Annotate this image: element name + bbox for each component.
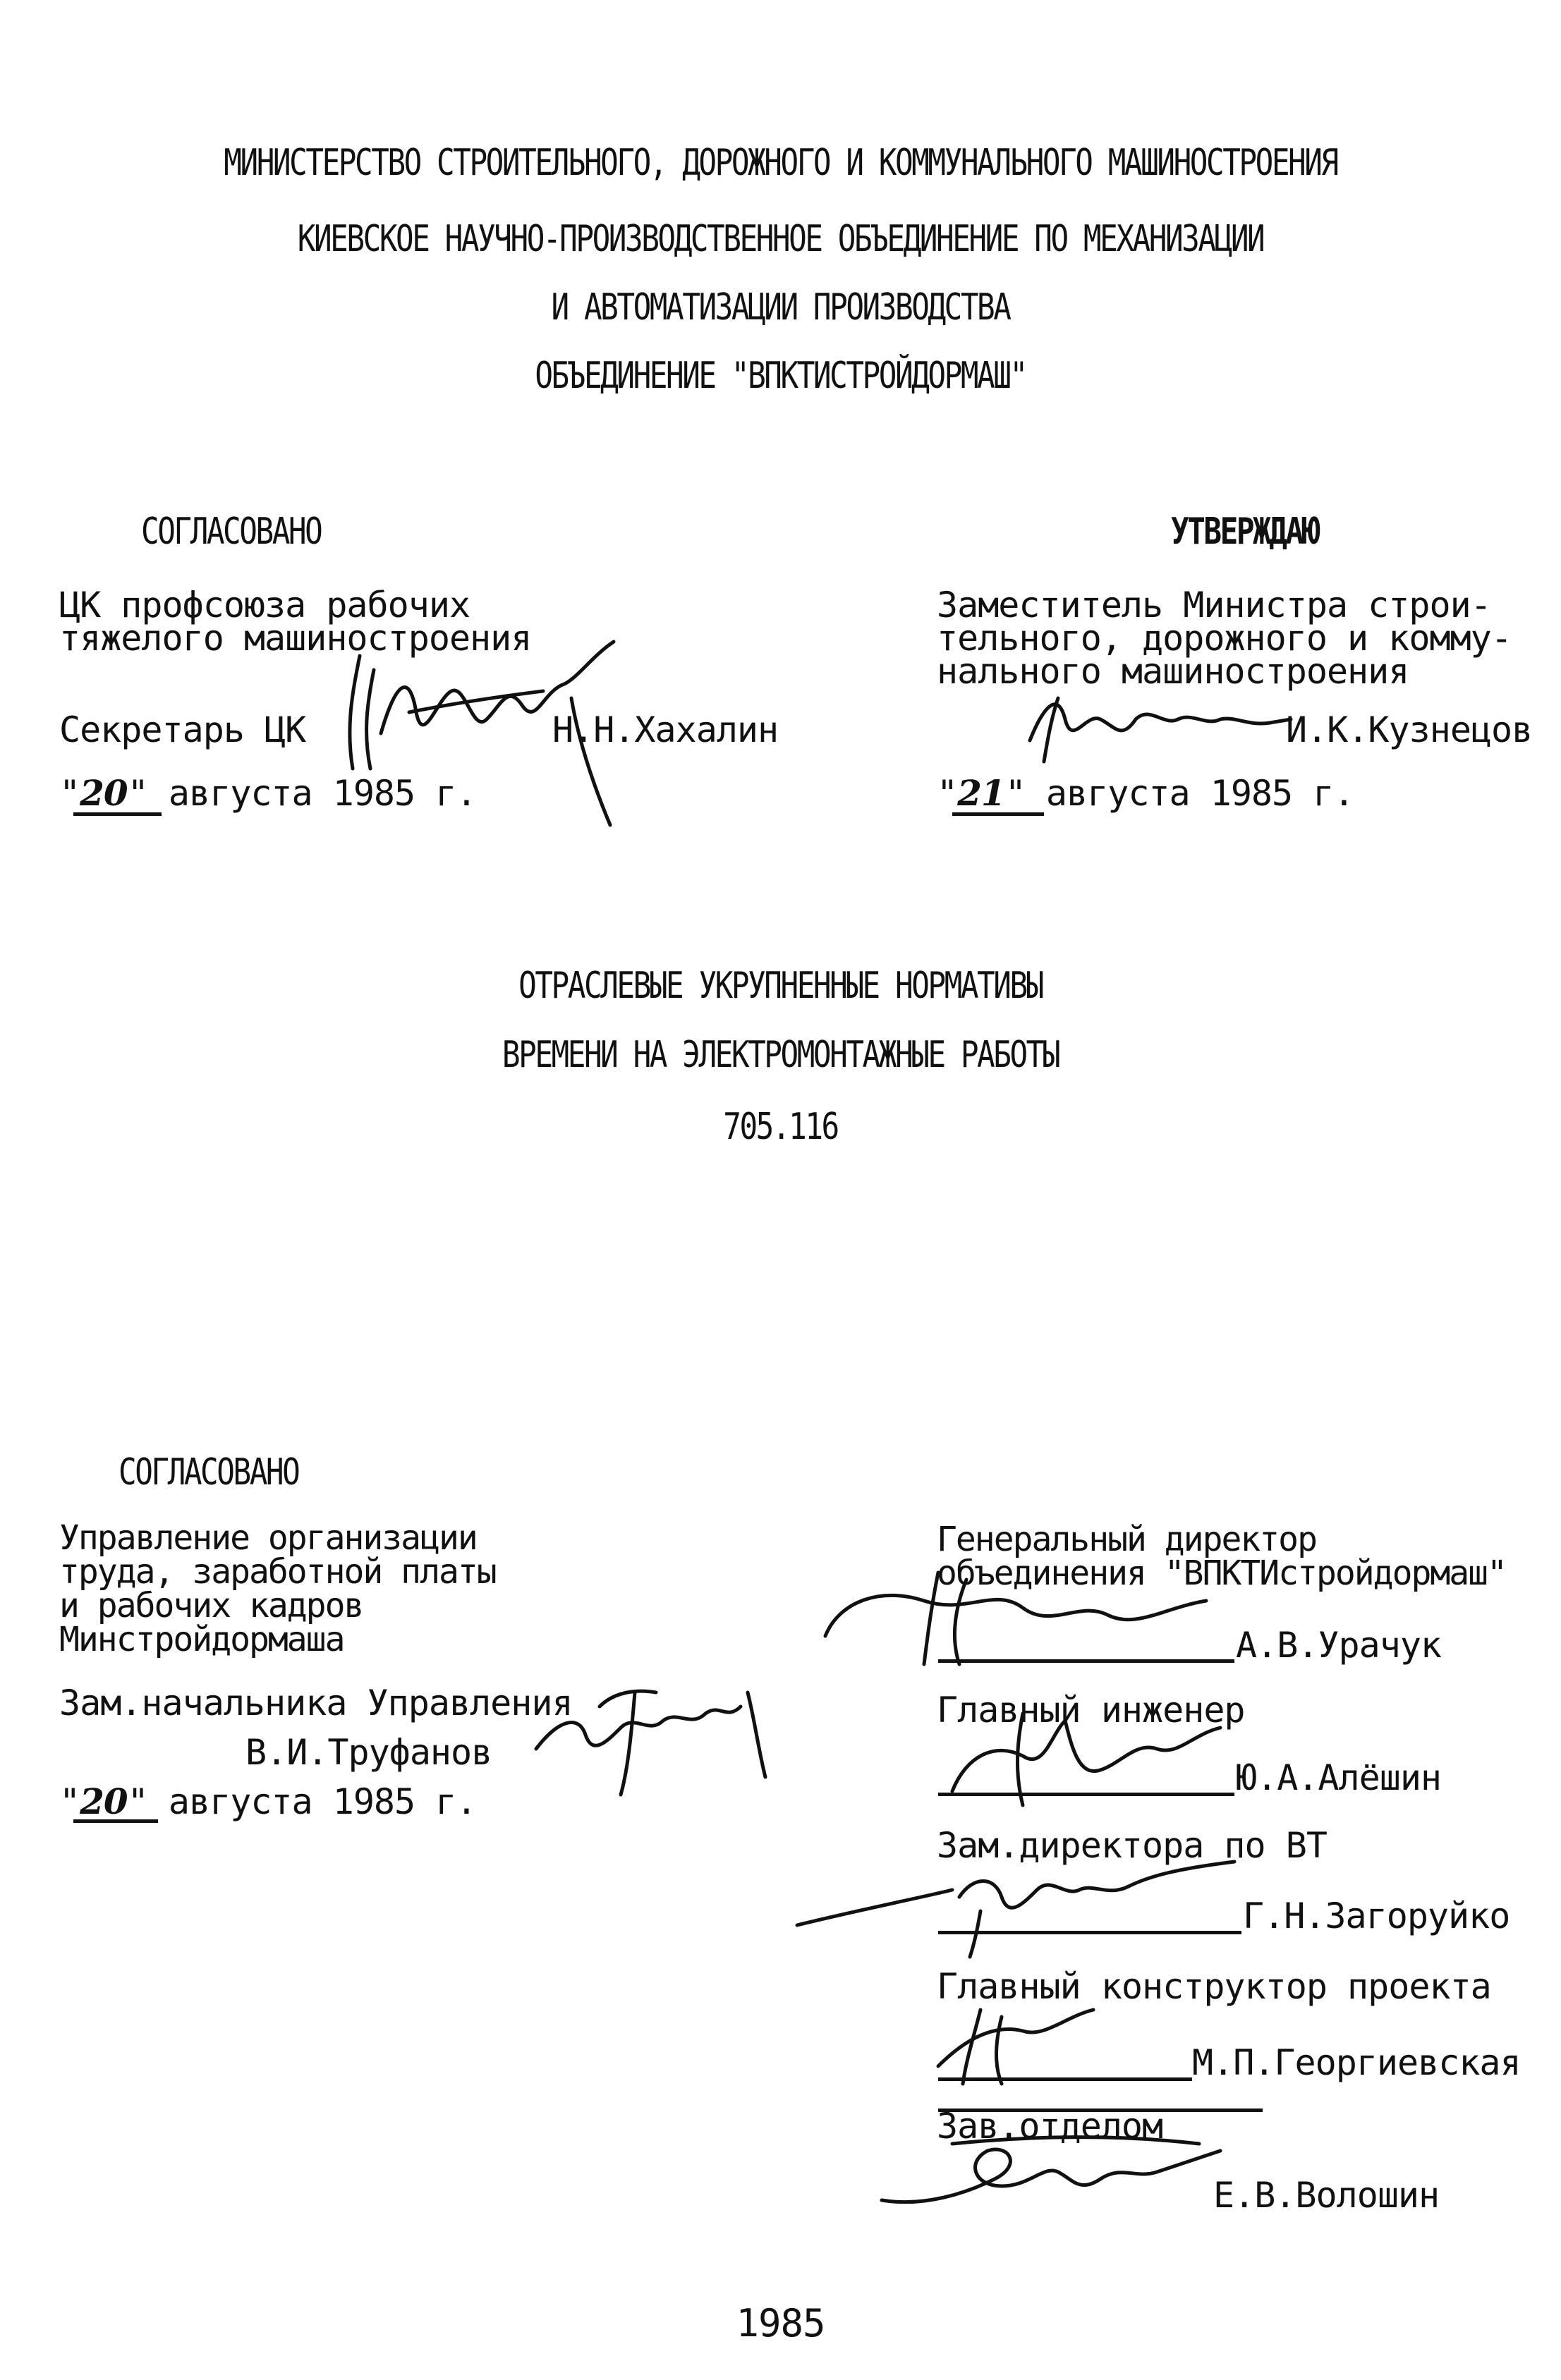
approval-right-line2: тельного, дорожного и комму- (937, 618, 1512, 659)
agreed-bottom-org-line4: Минстройдормаша (59, 1620, 344, 1659)
signatory-5-top-line (938, 2109, 1263, 2112)
association-title-line2: И АВТОМАТИЗАЦИИ ПРОИЗВОДСТВА (551, 286, 1010, 329)
approval-left-org-line2: тяжелого машиностроения (59, 618, 532, 659)
approval-left-org-line1: ЦК профсоюза рабочих (59, 585, 470, 625)
approval-right-line3: нального машиностроения (937, 651, 1409, 692)
signatory-4-role: Главный конструктор проекта (937, 1966, 1491, 2007)
approval-left-date-underline (73, 812, 162, 816)
signatory-1-role-line1: Генеральный директор (937, 1520, 1316, 1559)
approval-right-heading: УТВЕРЖДАЮ (1171, 511, 1318, 553)
agreed-bottom-org-line2: труда, заработной платы (59, 1552, 496, 1592)
approval-left-date: "20" августа 1985 г. (59, 772, 477, 814)
signatory-1-name: А.В.Урачук (1236, 1625, 1442, 1666)
signatory-3-role: Зам.директора по ВТ (937, 1825, 1327, 1866)
footer-year: 1985 (736, 2301, 825, 2345)
agreed-bottom-org-line1: Управление организации (59, 1518, 477, 1558)
approval-right-line1: Заместитель Министра строи- (937, 585, 1491, 625)
approval-right-name: И.К.Кузнецов (1286, 709, 1533, 750)
zagoruyko-signature (783, 1848, 1249, 1960)
signatory-5-role: Зав.отделом (937, 2106, 1163, 2147)
document-code: 705.116 (723, 1106, 838, 1148)
signatory-1-role-line2: объединения "ВПКТИстройдормаш" (937, 1554, 1506, 1593)
voloshin-signature (868, 2123, 1234, 2228)
signatory-4-name: М.П.Георгиевская (1192, 2042, 1521, 2083)
approval-right-date-underline (952, 812, 1044, 816)
agreed-bottom-date-day: 20 (80, 1781, 128, 1822)
kuznetsov-signature (1016, 677, 1298, 769)
signatory-2-role: Главный инженер (937, 1690, 1245, 1731)
urachuk-signature (811, 1558, 1220, 1671)
ministry-title: МИНИСТЕРСТВО СТРОИТЕЛЬНОГО, ДОРОЖНОГО И КОММУНАЛЬНОГО МАШИНОСТРОЕНИЯ (224, 142, 1337, 184)
agreed-bottom-name: В.И.Труфанов (245, 1732, 492, 1773)
agreed-bottom-date-underline (73, 1819, 158, 1823)
document-title-line2: ВРЕМЕНИ НА ЭЛЕКТРОМОНТАЖНЫЕ РАБОТЫ (502, 1034, 1059, 1076)
aleshin-signature (938, 1707, 1263, 1812)
approval-right-date: "21" августа 1985 г. (937, 772, 1354, 814)
agreed-bottom-heading: СОГЛАСОВАНО (119, 1451, 299, 1494)
approval-left-position: Секретарь ЦК (59, 709, 306, 750)
approval-left-date-day: 20 (80, 772, 128, 814)
signatory-5-name: Е.В.Волошин (1213, 2175, 1440, 2216)
signatory-2-name: Ю.А.Алёшин (1236, 1757, 1442, 1798)
association-name: ОБЪЕДИНЕНИЕ "ВПКТИСТРОЙДОРМАШ" (535, 355, 1026, 397)
agreed-bottom-date: "20" августа 1985 г. (59, 1781, 477, 1822)
georgievskaya-signature (924, 1996, 1107, 2087)
document-title-line1: ОТРАСЛЕВЫЕ УКРУПНЕННЫЕ НОРМАТИВЫ (518, 965, 1043, 1007)
approval-left-name: Н.Н.Хахалин (552, 709, 779, 750)
approval-right-date-day: 21 (957, 772, 1005, 814)
agreed-bottom-position: Зам.начальника Управления (59, 1683, 573, 1723)
association-title-line1: КИЕВСКОЕ НАУЧНО-ПРОИЗВОДСТВЕННОЕ ОБЪЕДИНЕНИЕ ПО МЕХАНИЗАЦИИ (297, 218, 1264, 260)
trufanov-signature (515, 1678, 783, 1798)
agreed-bottom-org-line3: и рабочих кадров (59, 1586, 363, 1625)
signatory-3-name: Г.Н.Загоруйко (1243, 1896, 1510, 1936)
approval-left-heading: СОГЛАСОВАНО (141, 511, 322, 553)
